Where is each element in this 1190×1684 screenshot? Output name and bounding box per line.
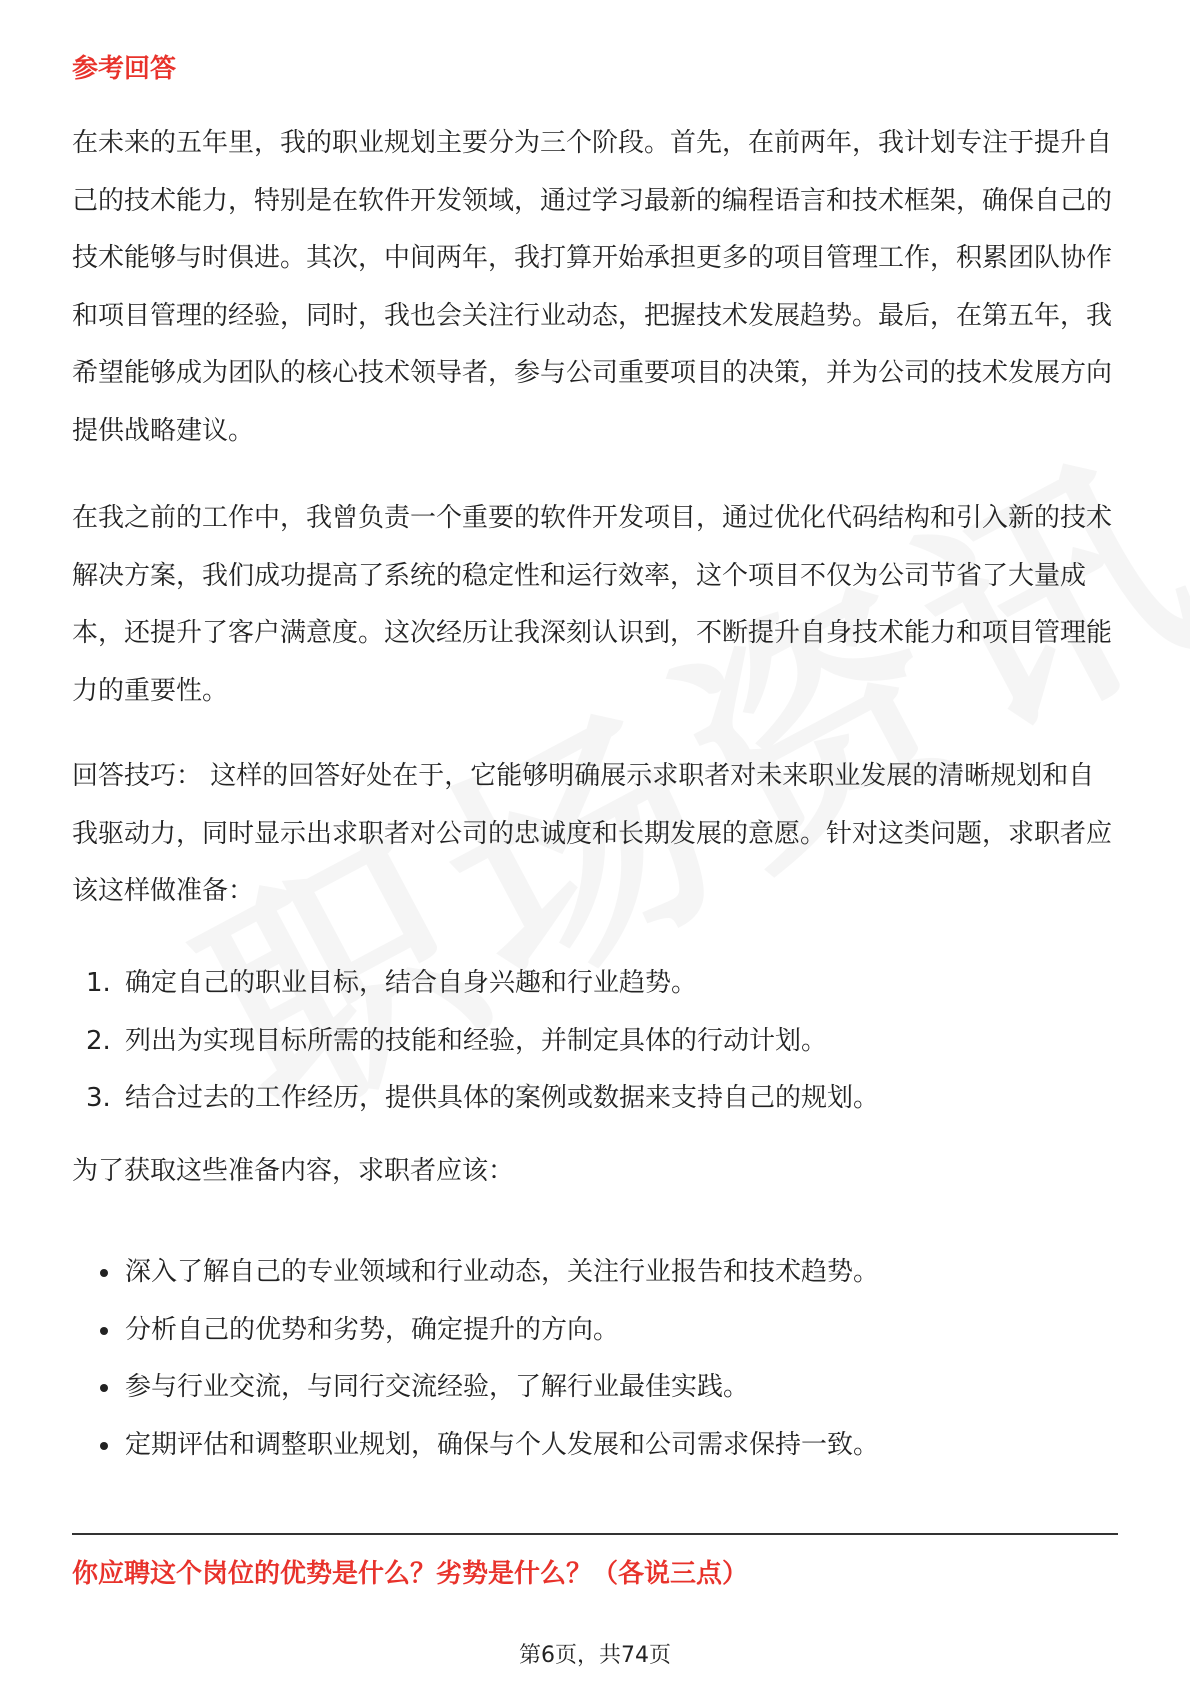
list-item-text: 参与行业交流，与同行交流经验，了解行业最佳实践。 <box>125 1372 750 1402</box>
list-item-text: 分析自己的优势和劣势，确定提升的方向。 <box>125 1314 620 1345</box>
section-title: 参考回答 <box>72 54 177 84</box>
preparation-intro-paragraph: 为了获取这些准备内容，求职者应该： <box>72 1156 515 1186</box>
list-item <box>72 1417 1118 1475</box>
list-item <box>72 1070 1118 1128</box>
list-item <box>72 1244 1118 1302</box>
preparation-actions-list <box>72 1244 1118 1474</box>
list-item <box>72 955 1118 1013</box>
bullet-icon <box>100 1269 108 1277</box>
list-number: 2. <box>86 1025 111 1056</box>
section-divider <box>72 1533 1118 1535</box>
tips-paragraph: 回答技巧： 这样的回答好处在于，它能够明确展示求职者对未来职业发展的清晰规划和自我驱动力，同时显示出求职者对公司的忠诚度和长期发展的意愿。针对这类问题，求职者应该这样做准备： <box>72 761 1113 906</box>
list-number: 1. <box>86 968 111 998</box>
answer-paragraph-1: 在未来的五年里，我的职业规划主要分为三个阶段。首先，在前两年，我计划专注于提升自己的技术能力，特别是在软件开发领域，通过学习最新的编程语言和技术框架，确保自己的技术能够与时俱进。其次，中间两年，我打算开始承担更多的项目管理工作，积累团队协作和项目管理的经验，同时，我也会关注行业动态，把握技术发展趋势。最后，在第五年，我希望能够成为团队的核心技术领导者，参与公司重要项目的决策，并为公司的技术发展方向提供战略建议。 <box>72 128 1113 446</box>
page-indicator: 第6页，共74页 <box>519 1643 671 1668</box>
list-item-text: 确定自己的职业目标，结合自身兴趣和行业趋势。 <box>125 968 698 998</box>
list-item-text: 列出为实现目标所需的技能和经验，并制定具体的行动计划。 <box>125 1025 828 1056</box>
list-item-text: 定期评估和调整职业规划，确保与个人发展和公司需求保持一致。 <box>125 1429 880 1460</box>
answer-paragraph-2: 在我之前的工作中，我曾负责一个重要的软件开发项目，通过优化代码结构和引入新的技术解决方案，我们成功提高了系统的稳定性和运行效率，这个项目不仅为公司节省了大量成本，还提升了客户满意度。这次经历让我深刻认识到，不断提升自身技术能力和项目管理能力的重要性。 <box>72 503 1113 706</box>
list-item-text: 深入了解自己的专业领域和行业动态，关注行业报告和技术趋势。 <box>125 1257 880 1287</box>
list-item <box>72 1359 1118 1417</box>
bullet-icon <box>100 1442 108 1450</box>
list-item <box>72 1302 1118 1360</box>
list-number: 3. <box>86 1083 111 1113</box>
list-item <box>72 1013 1118 1071</box>
list-item-text: 结合过去的工作经历，提供具体的案例或数据来支持自己的规划。 <box>125 1083 880 1113</box>
next-question-title: 你应聘这个岗位的优势是什么？劣势是什么？（各说三点） <box>72 1559 749 1589</box>
preparation-steps-list <box>72 955 1118 1128</box>
bullet-icon <box>100 1327 108 1335</box>
bullet-icon <box>100 1384 108 1392</box>
